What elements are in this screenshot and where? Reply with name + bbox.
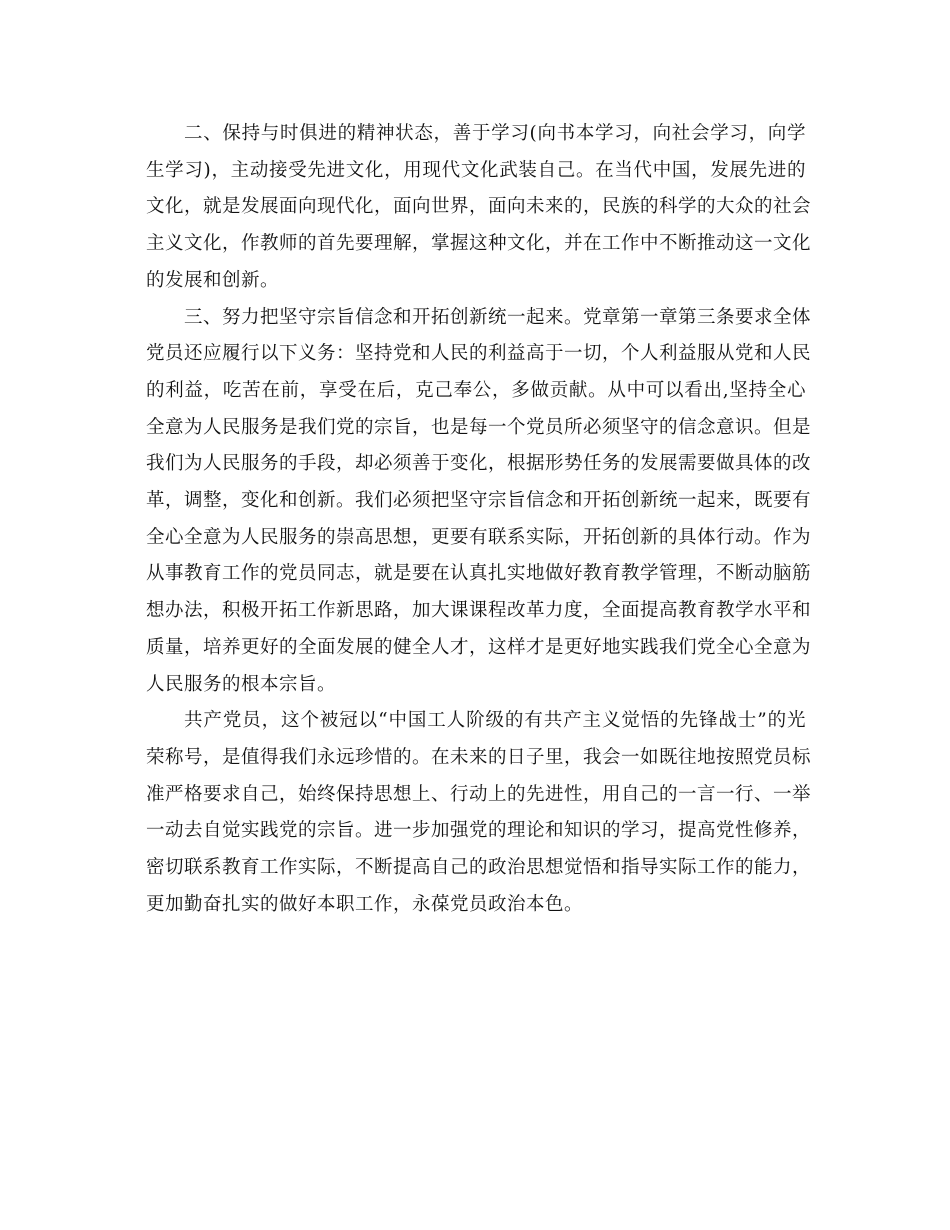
text-line: 荣称号，是值得我们永远珍惜的。在未来的日子里，我会一如既往地按照党员标 [146,746,812,768]
text-line: 生学习)，主动接受先进文化，用现代文化武装自己。在当代中国，发展先进的 [146,159,806,181]
text-line: 的利益，吃苦在前，享受在后，克己奉公，多做贡献。从中可以看出,坚持全心 [146,379,806,401]
paragraph-party-member [146,703,812,923]
text-line: 准严格要求自己，始终保持思想上、行动上的先进性，用自己的一言一行、一举 [146,783,812,805]
text-line: 从事教育工作的党员同志，就是要在认真扎实地做好教育教学管理，不断动脑筋 [146,563,812,585]
text-line: 文化，就是发展面向现代化，面向世界，面向未来的，民族的科学的大众的社会 [146,196,812,218]
text-line: 二、保持与时俱进的精神状态，善于学习(向书本学习，向社会学习，向学 [184,123,806,144]
text-line: 质量，培养更好的全面发展的健全人才，这样才是更好地实践我们党全心全意为 [146,636,812,658]
text-line: 全心全意为人民服务的崇高思想，更要有联系实际，开拓创新的具体行动。作为 [146,526,812,548]
paragraph-keep-pace [146,116,812,300]
text-line: 的发展和创新。 [146,269,280,291]
text-line: 全意为人民服务是我们党的宗旨，也是每一个党员所必须坚守的信念意识。但是 [146,416,812,438]
text-line: 革，调整，变化和创新。我们必须把坚守宗旨信念和开拓创新统一起来，既要有 [146,490,812,512]
text-line: 更加勤奋扎实的做好本职工作，永葆党员政治本色。 [146,893,584,915]
text-line: 想办法，积极开拓工作新思路，加大课课程改革力度，全面提高教育教学水平和 [146,600,812,622]
text-line: 一动去自觉实践党的宗旨。进一步加强党的理论和知识的学习，提高党性修养， [146,820,812,842]
paragraph-mission-innovation [146,300,812,704]
document-body [146,116,812,923]
text-line: 主义文化，作教师的首先要理解，掌握这种文化，并在工作中不断推动这一文化 [146,233,812,255]
text-line: 人民服务的根本宗旨。 [146,673,337,695]
text-line: 我们为人民服务的手段，却必须善于变化，根据形势任务的发展需要做具体的改 [146,453,812,475]
text-line: 党员还应履行以下义务：坚持党和人民的利益高于一切，个人利益服从党和人民 [146,343,812,365]
text-line: 共产党员，这个被冠以“中国工人阶级的有共产主义觉悟的先锋战士”的光 [184,710,806,732]
text-line: 密切联系教育工作实际，不断提高自己的政治思想觉悟和指导实际工作的能力， [146,857,812,879]
text-line: 三、努力把坚守宗旨信念和开拓创新统一起来。党章第一章第三条要求全体 [184,306,812,328]
